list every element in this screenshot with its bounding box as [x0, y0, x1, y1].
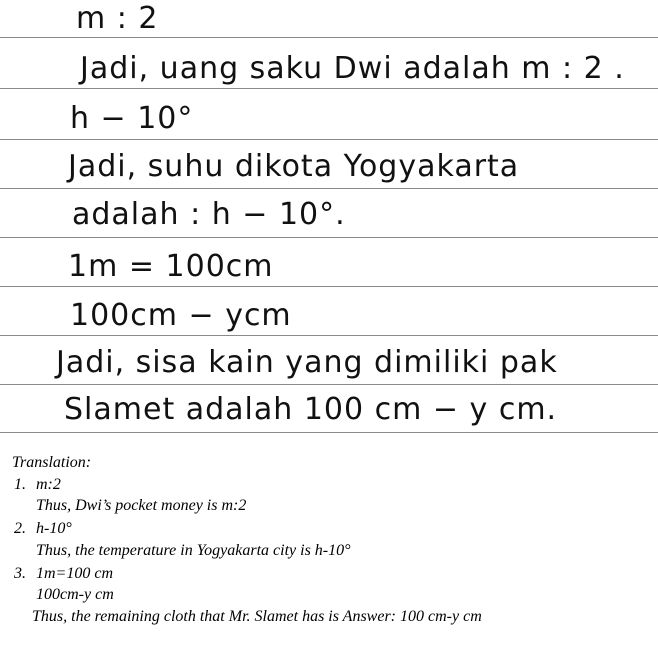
ruled-line [0, 88, 658, 89]
item-expression: m:2 [36, 476, 61, 493]
handwritten-line-1: m : 2 [76, 1, 159, 36]
handwritten-line-5: adalah : h − 10°. [72, 197, 346, 232]
handwritten-line-4: Jadi, suhu dikota Yogyakarta [68, 149, 520, 184]
translation-block [0, 434, 658, 657]
handwritten-line-8: Jadi, sisa kain yang dimiliki pak [56, 345, 558, 380]
ruled-line [0, 139, 658, 140]
ruled-line [0, 237, 658, 238]
item-extra: 100cm-y cm [36, 586, 114, 603]
handwritten-line-7: 100cm − ycm [70, 298, 292, 333]
handwritten-line-2: Jadi, uang saku Dwi adalah m : 2 . [80, 51, 625, 86]
handwritten-line-9: Slamet adalah 100 cm − y cm. [64, 392, 558, 427]
ruled-line [0, 432, 658, 433]
ruled-line [0, 286, 658, 287]
handwritten-line-6: 1m = 100cm [68, 249, 274, 284]
item-number: 3. [14, 565, 26, 582]
ruled-line [0, 188, 658, 189]
item-sentence: Thus, the remaining cloth that Mr. Slamet has is Answer: 100 cm-y cm [32, 608, 482, 625]
item-expression: 1m=100 cm [36, 565, 114, 582]
item-sentence: Thus, Dwi’s pocket money is m:2 [36, 497, 247, 514]
ruled-line [0, 37, 658, 38]
handwritten-line-3: h − 10° [70, 101, 194, 136]
ruled-line [0, 384, 658, 385]
item-number: 1. [14, 476, 26, 493]
item-number: 2. [14, 520, 26, 537]
translation-heading: Translation: [12, 454, 92, 471]
item-expression: h-10° [36, 520, 72, 537]
ruled-line [0, 335, 658, 336]
item-sentence: Thus, the temperature in Yogyakarta city is h-10° [36, 542, 351, 559]
